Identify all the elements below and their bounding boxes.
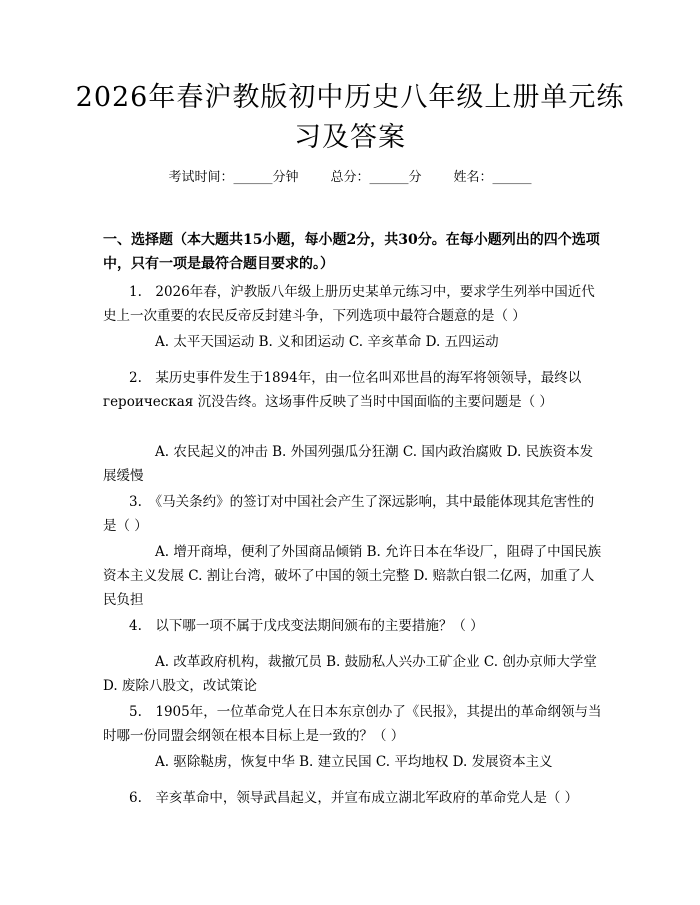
question-3-stem: 3. 《马关条约》的签订对中国社会产生了深远影响，其中最能体现其危害性的是（ ） [103,494,595,534]
question-6-stem: 6. 辛亥革命中，领导武昌起义，并宣布成立湖北军政府的革命党人是（ ） [129,790,579,806]
question-3-options: A. 增开商埠，便利了外国商品倾销 B. 允许日本在华设厂，阻碍了中国民族资本主义发展 C. 割让台湾，破坏了中国的领土完整 D. 赔款白银二亿两，加重了人民负担 [103,544,602,608]
question-4-stem: 4. 以下哪一项不属于戊戌变法期间颁布的主要措施？（ ） [129,618,484,634]
question-4-options: A. 改革政府机构，裁撤冗员 B. 鼓励私人兴办工矿企业 C. 创办京师大学堂 D. 废除八股文，改试策论 [103,654,597,694]
question-1-options: A. 太平天国运动 B. 义和团运动 C. 辛亥革命 D. 五四运动 [155,334,499,350]
question-2-options: A. 农民起义的冲击 B. 外国列强瓜分狂潮 C. 国内政治腐败 D. 民族资本发展缓慢 [103,444,594,484]
page-title: 2026年春沪教版初中历史八年级上册单元练习及答案 [75,82,625,153]
student-name-label: 姓名：______ [453,170,532,185]
question-1-stem: 1. 2026年春，沪教版八年级上册历史某单元练习中，要求学生列举中国近代史上一次重要的农民反帝反封建斗争，下列选项中最符合题意的是（ ） [103,284,595,324]
section-heading: 一、选择题（本大题共15小题，每小题2分，共30分。在每小题列出的四个选项中，只有一项是最符合题目要求的。） [103,232,600,272]
question-2-stem: 2. 某历史事件发生于1894年，由一位名叫邓世昌的海军将领领导，最终以 героическая 沉没告终。这场事件反映了当时中国面临的主要问题是（ ） [103,370,582,410]
exam-time-label: 考试时间：______分钟 [168,170,299,185]
question-5-stem: 5. 1905年，一位革命党人在日本东京创办了《民报》，其提出的革命纲领与当时哪一份同盟会纲领在根本目标上是一致的？（ ） [103,704,602,744]
exam-meta [0,168,700,188]
total-score-label: 总分：______分 [330,170,422,185]
question-5-options: A. 驱除鞑虏，恢复中华 B. 建立民国 C. 平均地权 D. 发展资本主义 [155,754,553,770]
